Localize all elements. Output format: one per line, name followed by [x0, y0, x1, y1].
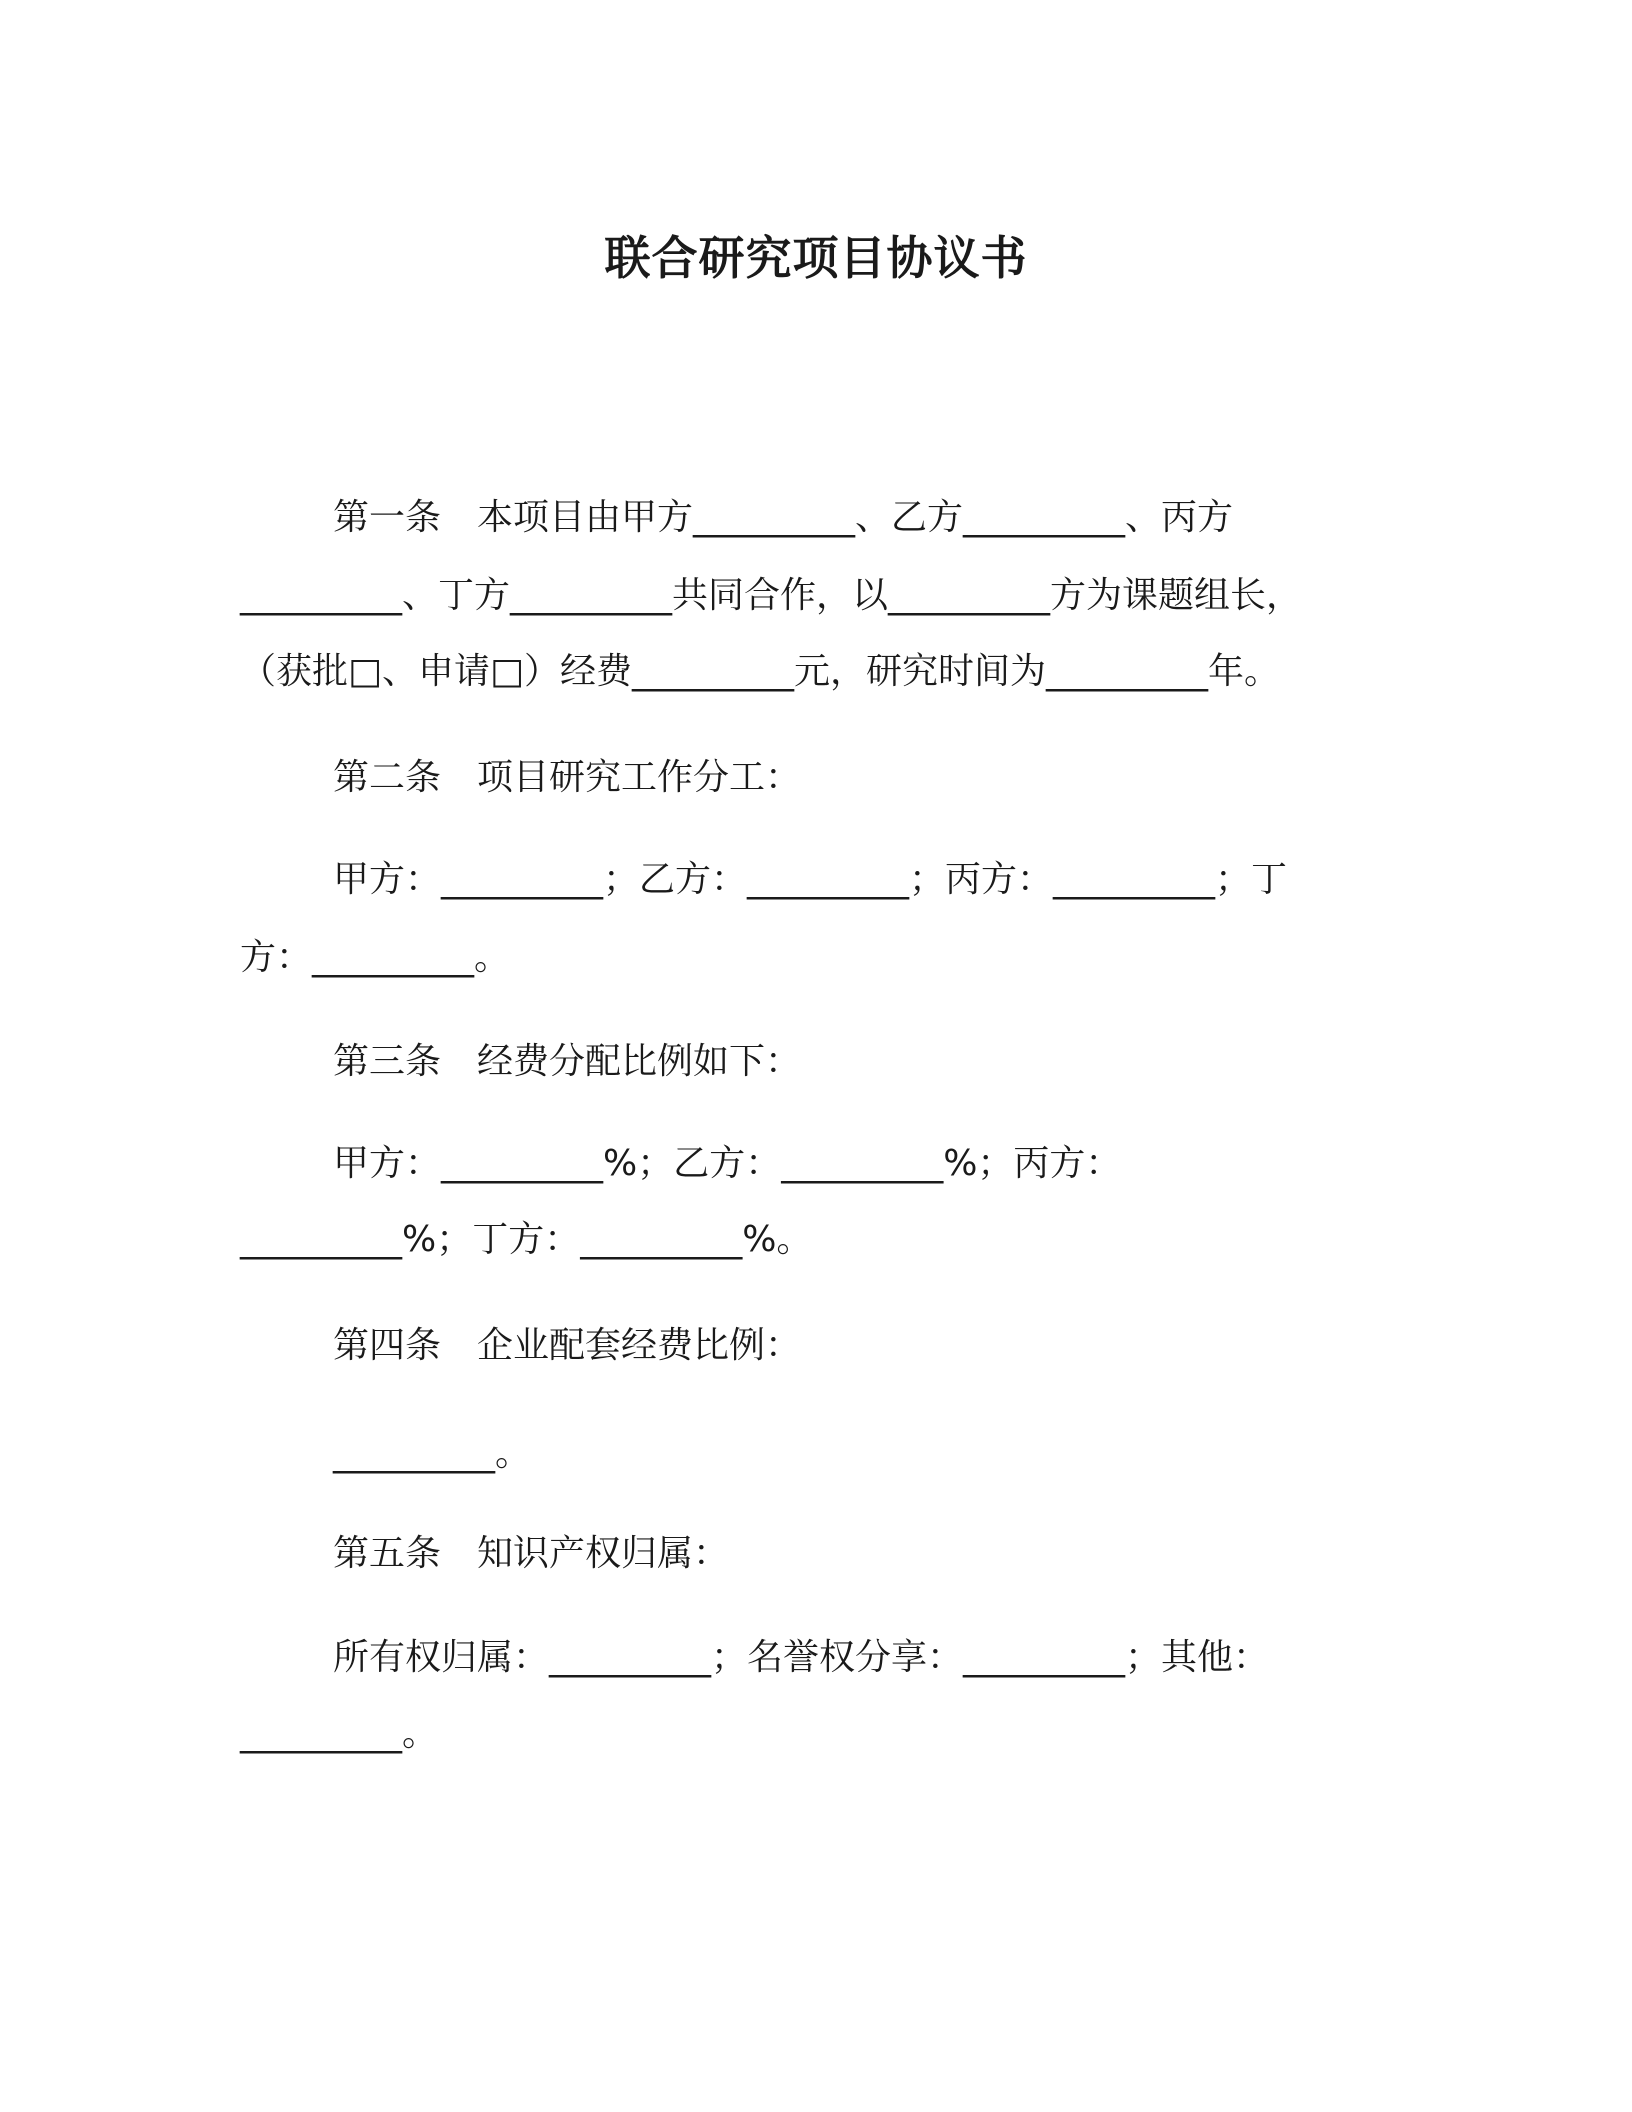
article-3-line-1: 甲方：_________%；乙方：_________%；丙方： — [333, 1143, 1122, 1184]
document-title: 联合研究项目协议书 — [604, 231, 1028, 285]
article-1-line-2: _________、丁方_________共同合作，以_________方为课题组长， — [240, 575, 1303, 616]
article-1-text-1: 本项目由甲方_________、乙方_________、丙方 — [477, 497, 1234, 538]
article-5-line-2: _________。 — [240, 1713, 439, 1754]
article-5-heading: 第五条 知识产权归属： — [333, 1533, 730, 1574]
article-3-heading: 第三条 经费分配比例如下： — [333, 1041, 802, 1082]
article-5-line-1: 所有权归属：_________；名誉权分享：_________；其他： — [333, 1637, 1270, 1678]
article-1-label: 第一条 — [333, 497, 442, 538]
article-2-line-1: 甲方：_________；乙方：_________；丙方：_________；丁 — [333, 859, 1288, 900]
article-2-heading: 第二条 项目研究工作分工： — [333, 757, 802, 798]
article-1-line-3: （获批□、申请□）经费_________元，研究时间为_________年。 — [240, 651, 1281, 692]
article-1-spacer — [441, 497, 477, 538]
article-2-line-2: 方：_________。 — [240, 937, 511, 978]
article-4-heading: 第四条 企业配套经费比例： — [333, 1325, 802, 1366]
article-4-line-1: _________。 — [333, 1433, 532, 1474]
article-3-line-2: _________%；丁方：_________%。 — [240, 1219, 813, 1260]
article-1-line-1 — [333, 496, 1233, 540]
